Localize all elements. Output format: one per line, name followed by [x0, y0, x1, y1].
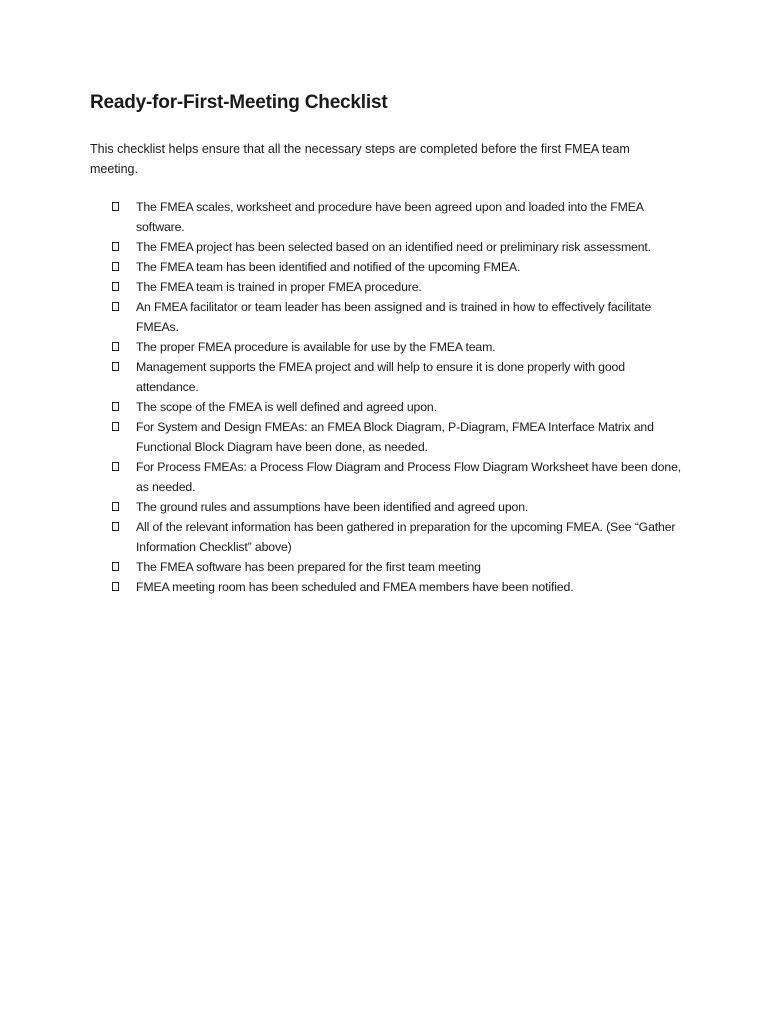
checklist-item — [90, 457, 690, 497]
checkbox-icon — [112, 522, 119, 531]
checklist-item — [90, 277, 690, 297]
checklist-item-text: The FMEA scales, worksheet and procedure have been agreed upon and loaded into the FMEA software. — [136, 200, 644, 234]
checkbox-icon — [112, 362, 119, 371]
checklist-item-text: For Process FMEAs: a Process Flow Diagram and Process Flow Diagram Worksheet have been done, as needed. — [136, 460, 682, 494]
checkbox-icon — [112, 562, 119, 571]
intro-paragraph: This checklist helps ensure that all the necessary steps are completed before the first FMEA team meeting. — [90, 142, 630, 176]
checklist-item-text: The ground rules and assumptions have been identified and agreed upon. — [136, 500, 529, 514]
checkbox-icon — [112, 462, 119, 471]
checklist-item — [90, 357, 690, 397]
checkbox-icon — [112, 282, 119, 291]
checklist-item — [90, 497, 690, 517]
checklist — [90, 197, 690, 597]
checklist-item-text: An FMEA facilitator or team leader has been assigned and is trained in how to effectively facilitate FMEAs. — [136, 300, 652, 334]
checklist-item — [90, 297, 690, 337]
checklist-item-text: All of the relevant information has been gathered in preparation for the upcoming FMEA. (See “Gather Information Checklist” above) — [136, 520, 676, 554]
checklist-item-text: The scope of the FMEA is well defined and agreed upon. — [136, 400, 437, 414]
checkbox-icon — [112, 242, 119, 251]
checkbox-icon — [112, 342, 119, 351]
checklist-item — [90, 557, 690, 577]
checklist-item-text: The FMEA project has been selected based on an identified need or preliminary risk assessment. — [136, 240, 651, 254]
checklist-item-text: The proper FMEA procedure is available for use by the FMEA team. — [136, 340, 496, 354]
checkbox-icon — [112, 422, 119, 431]
checklist-item-text: The FMEA software has been prepared for the first team meeting — [136, 560, 481, 574]
checklist-item-text: Management supports the FMEA project and will help to ensure it is done properly with good attendance. — [136, 360, 625, 394]
checklist-item-text: The FMEA team is trained in proper FMEA procedure. — [136, 280, 422, 294]
page-title: Ready-for-First-Meeting Checklist — [90, 92, 388, 113]
checklist-item — [90, 517, 690, 557]
checkbox-icon — [112, 202, 119, 211]
checklist-item-text: FMEA meeting room has been scheduled and FMEA members have been notified. — [136, 580, 574, 594]
checklist-item — [90, 397, 690, 417]
checklist-item — [90, 577, 690, 597]
checklist-item — [90, 337, 690, 357]
checklist-item-text: The FMEA team has been identified and notified of the upcoming FMEA. — [136, 260, 521, 274]
checkbox-icon — [112, 262, 119, 271]
checkbox-icon — [112, 402, 119, 411]
checkbox-icon — [112, 582, 119, 591]
checklist-item — [90, 257, 690, 277]
checklist-item — [90, 417, 690, 457]
checklist-item-text: For System and Design FMEAs: an FMEA Block Diagram, P-Diagram, FMEA Interface Matrix and Functional Block Diagram have been done, as needed. — [136, 420, 654, 454]
checkbox-icon — [112, 302, 119, 311]
checklist-item — [90, 197, 690, 237]
checklist-item — [90, 237, 690, 257]
checkbox-icon — [112, 502, 119, 511]
